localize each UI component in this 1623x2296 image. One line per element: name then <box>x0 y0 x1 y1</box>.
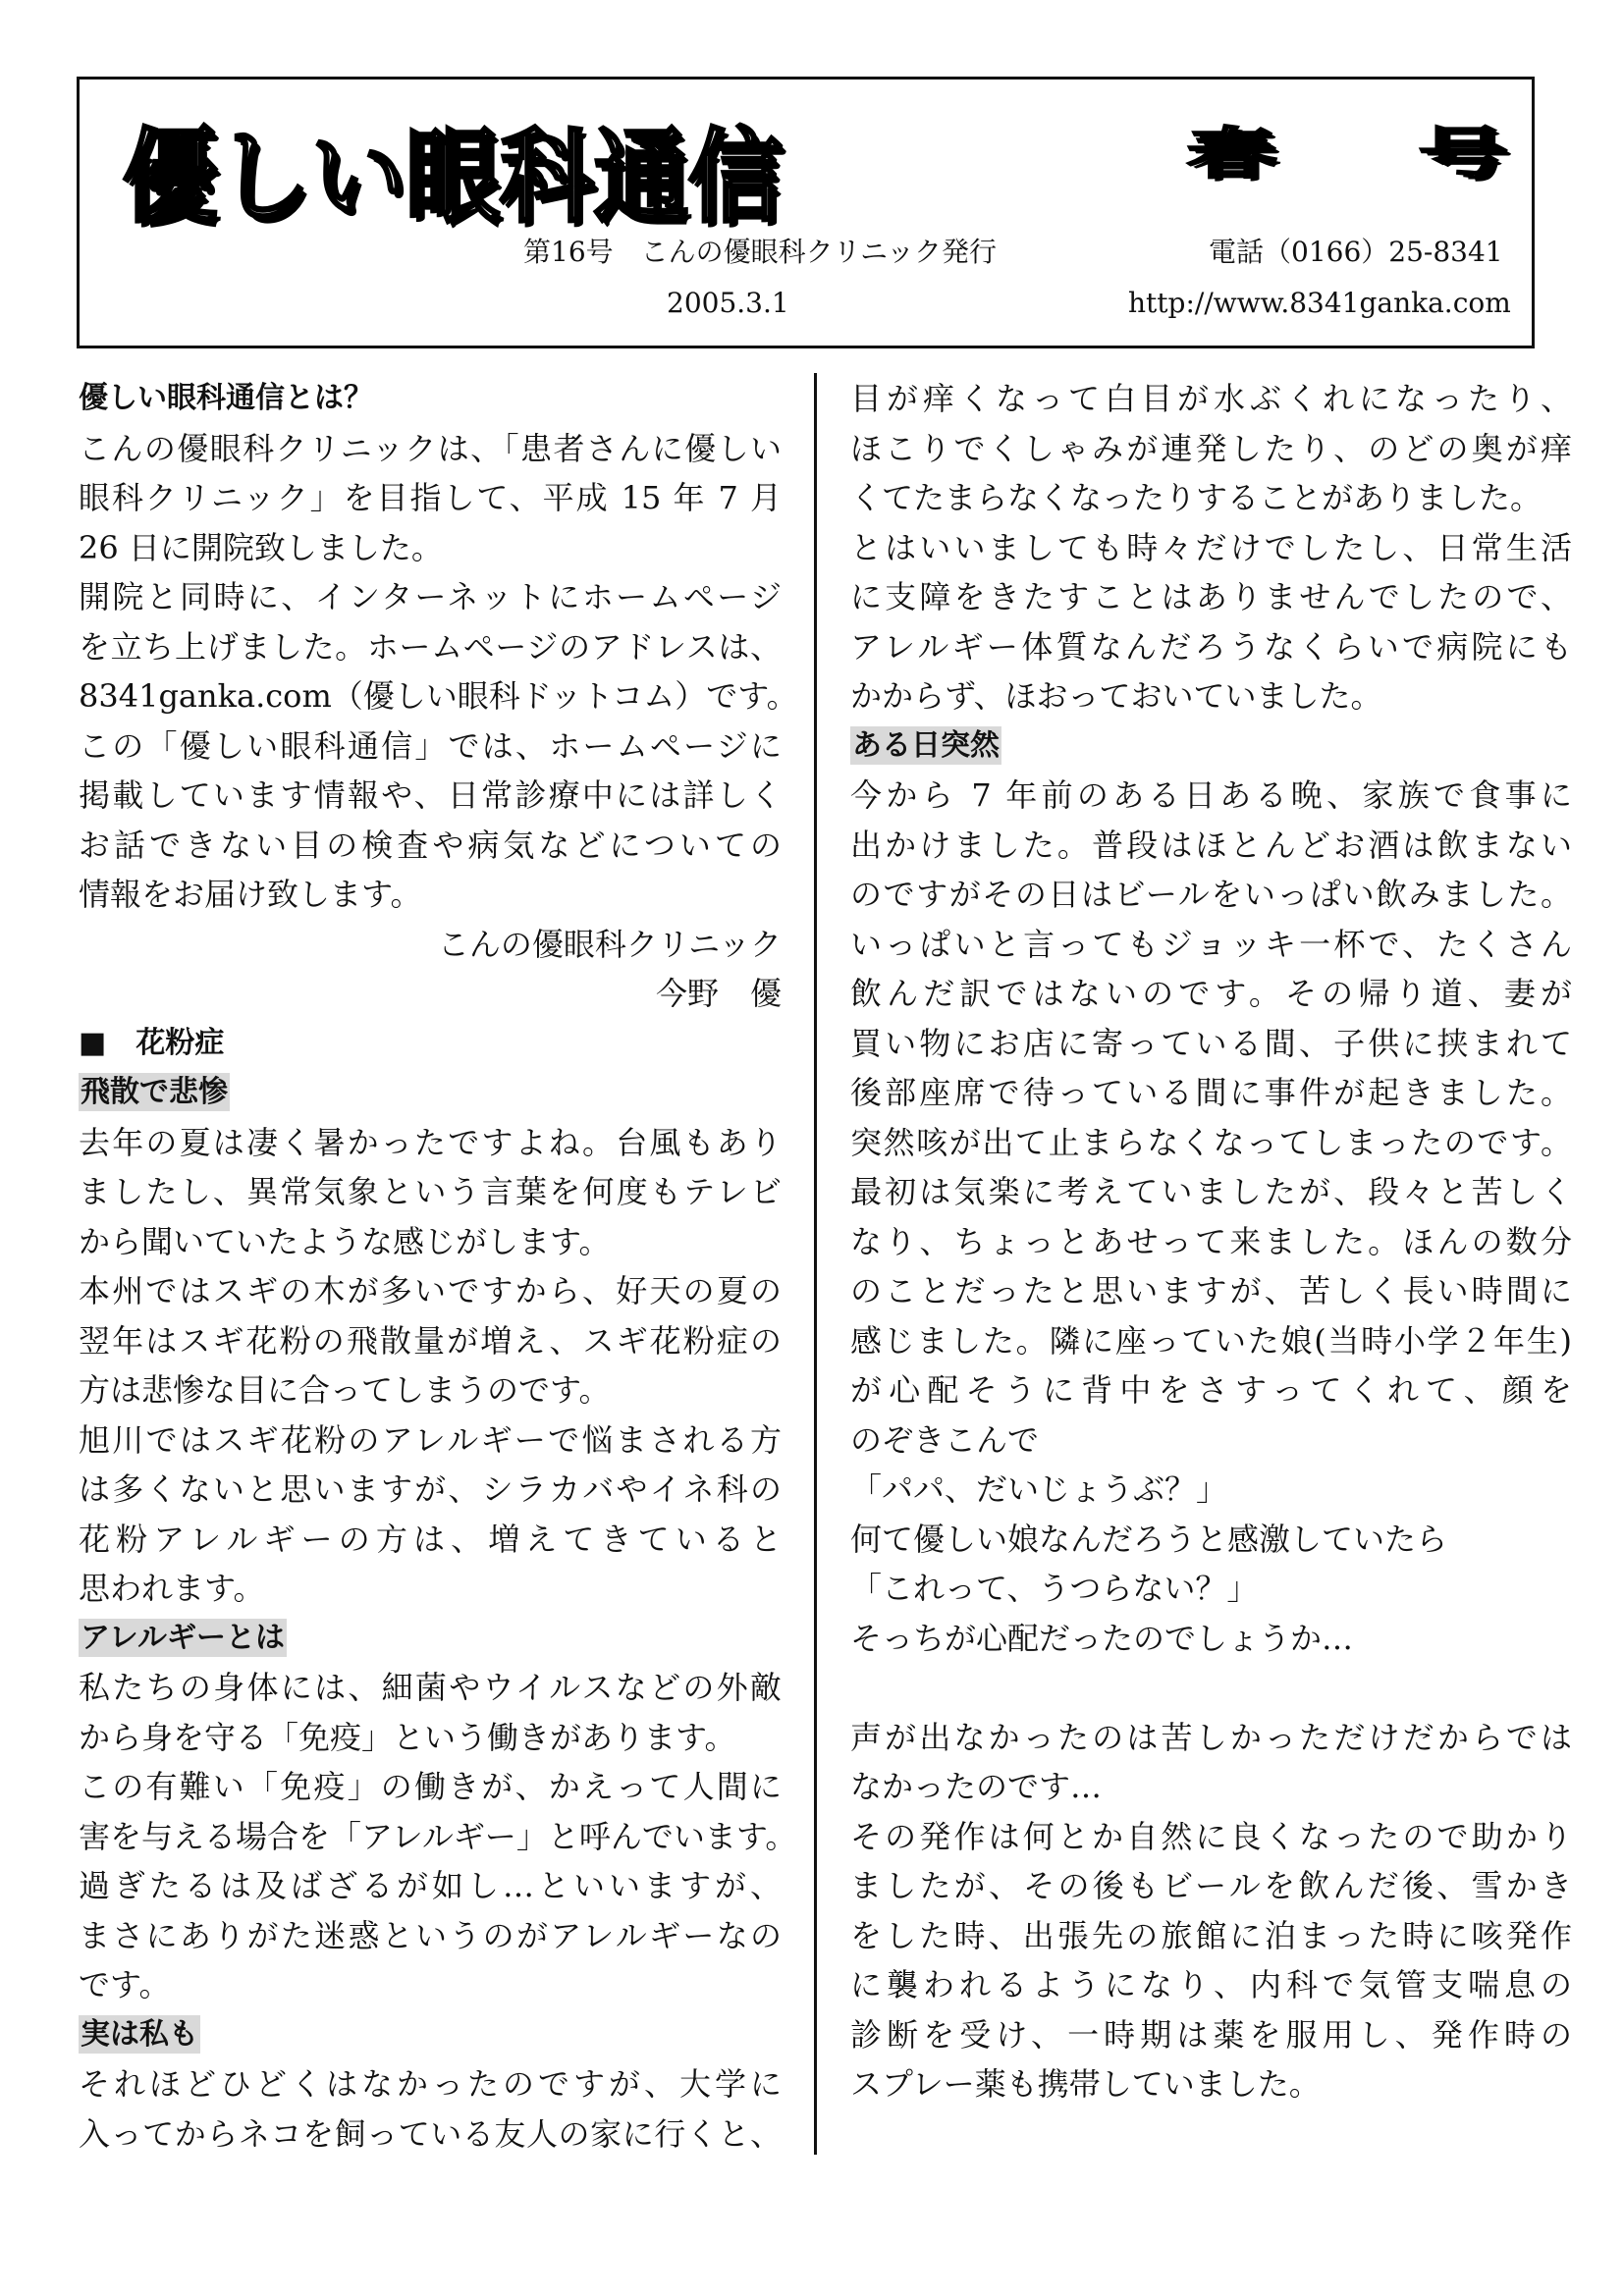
paragraph <box>79 424 782 573</box>
text-line: ましたが、その後もビールを飲んだ後、雪かき <box>850 1867 1572 1904</box>
text-line: 突然咳が出て止まらなくなってしまったのです。 <box>850 1123 1572 1161</box>
text-line: アレルギー体質なんだろうなくらいで病院にも <box>850 627 1572 666</box>
paragraph <box>850 374 1572 523</box>
paragraph <box>79 1415 782 1614</box>
blank <box>850 1663 1572 1713</box>
text-line: 眼科クリニック」を目指して、平成 15 年 7 月 <box>79 479 782 516</box>
text-line: 後部座席で待っている間に事件が起きました。 <box>850 1074 1572 1111</box>
right-column <box>850 374 1572 2109</box>
section-subheading: 飛散で悲惨 <box>81 1075 228 1109</box>
text-line: 今野 優 <box>655 975 782 1012</box>
text-line: のことだったと思いますが、苦しく長い時間に <box>850 1272 1572 1309</box>
text-line: に支障をきたすことはありませんでしたので、 <box>850 578 1572 615</box>
text-line: のですがその日はビールをいっぱい飲みました。 <box>850 876 1572 913</box>
section-subheading: 実は私も <box>81 2016 198 2052</box>
paragraph <box>850 1812 1572 2109</box>
text-line: 今から 7 年前のある日ある晩、家族で食事に <box>850 776 1572 814</box>
signature <box>79 920 782 1019</box>
text-line: をした時、出張先の旅館に泊まった時に咳発作 <box>850 1916 1572 1954</box>
text-line: から身を守る「免疫」という働きがあります。 <box>79 1718 736 1756</box>
text-line: 去年の夏は凄く暑かったですよね。台風もあり <box>79 1123 782 1161</box>
text-line: 「これって、うつらない？」 <box>850 1570 1259 1607</box>
text-line: 方は悲惨な目に合ってしまうのです。 <box>79 1371 611 1409</box>
text-line: 何て優しい娘なんだろうと感激していたら <box>850 1520 1448 1558</box>
text-line: 花粉アレルギーの方は、増えてきていると <box>79 1520 782 1558</box>
season-label-issue: 号 <box>1419 122 1508 187</box>
issue-date: 2005.3.1 <box>667 287 789 319</box>
text-line: 旭川ではスギ花粉のアレルギーで悩まされる方 <box>79 1420 782 1459</box>
paragraph <box>850 1515 1572 1565</box>
heading <box>79 374 782 424</box>
text-line: 翌年はスギ花粉の飛散量が増え、スギ花粉症の <box>79 1321 782 1360</box>
text-line: 掲載しています情報や、日常診療中には詳しく <box>79 776 782 814</box>
text-line: 声が出なかったのは苦しかっただけだからでは <box>850 1718 1572 1756</box>
paragraph <box>79 1861 782 2010</box>
section-subheading: ある日突然 <box>852 727 1000 763</box>
text-line: は多くないと思いますが、シラカバやイネ科の <box>79 1470 782 1508</box>
text-line: 思われます。 <box>79 1570 265 1607</box>
subheading <box>79 1614 782 1664</box>
text-line: この「優しい眼科通信」では、ホームページに <box>79 726 782 765</box>
paragraph <box>850 1465 1572 1515</box>
left-column <box>79 374 798 2159</box>
newsletter-title: 優しい眼科通信 <box>123 117 783 237</box>
masthead <box>77 77 1535 348</box>
paragraph <box>79 1266 782 1415</box>
text-line: 私たちの身体には、細菌やウイルスなどの外敵 <box>79 1669 782 1706</box>
text-line: とはいいましても時々だけでしたし、日常生活 <box>850 528 1572 566</box>
text-line: まさにありがた迷惑というのがアレルギーなの <box>79 1916 782 1954</box>
website-url: http://www.8341ganka.com <box>1128 287 1511 319</box>
paragraph <box>79 2059 782 2159</box>
text-line: なかったのです… <box>850 1768 1103 1805</box>
phone-number: 電話（0166）25-8341 <box>1209 236 1503 268</box>
text-line: 開院と同時に、インターネットにホームページ <box>79 578 782 615</box>
text-line: から聞いていたような感じがします。 <box>79 1222 611 1260</box>
text-line: そっちが心配だったのでしょうか… <box>850 1619 1354 1657</box>
text-line: お話できない目の検査や病気などについての <box>79 826 782 864</box>
text-line: ましたし、異常気象という言葉を何度もテレビ <box>79 1173 782 1210</box>
text-line: こんの優眼科クリニックは、「患者さんに優しい <box>79 429 782 467</box>
text-line: その発作は何とか自然に良くなったので助かり <box>850 1817 1572 1855</box>
text-line: 入ってからネコを飼っている友人の家に行くと、 <box>79 2114 782 2153</box>
text-line: 「パパ、だいじょうぶ？」 <box>850 1470 1228 1508</box>
paragraph <box>79 1118 782 1267</box>
paragraph <box>850 771 1572 1465</box>
text-line: こんの優眼科クリニック <box>437 925 782 963</box>
subheading <box>850 721 1572 772</box>
text-line: くてたまらなくなったりすることがありました。 <box>850 479 1542 516</box>
text-line: のぞきこんで <box>850 1420 1040 1459</box>
paragraph <box>79 572 798 721</box>
text-line: かからず、ほおっておいていました。 <box>850 677 1382 715</box>
text-line: 本州ではスギの木が多いですから、好天の夏の <box>79 1272 782 1309</box>
text-line: 害を与える場合を「アレルギー」と呼んでいます。 <box>79 1817 797 1855</box>
season-label-spring: 春 <box>1187 122 1276 187</box>
text-line: 買い物にお店に寄っている間、子供に挟まれて <box>850 1024 1572 1062</box>
subheading <box>79 2010 782 2060</box>
paragraph <box>850 523 1572 721</box>
text-line: に襲われるようになり、内科で気管支喘息の <box>850 1966 1572 2003</box>
paragraph <box>850 1713 1572 1812</box>
text-line: 情報をお届け致します。 <box>79 876 422 913</box>
section-heading: 優しい眼科通信とは？ <box>79 381 373 415</box>
text-line: それほどひどくはなかったのですが、大学に <box>79 2065 782 2103</box>
subheading <box>79 1068 782 1118</box>
section-heading: ■ 花粉症 <box>79 1025 225 1060</box>
paragraph <box>79 1762 797 1861</box>
text-line: を立ち上げました。ホームページのアドレスは、 <box>79 627 782 666</box>
text-line: なり、ちょっとあせって来ました。ほんの数分 <box>850 1222 1572 1260</box>
paragraph <box>79 721 782 920</box>
text-line: 8341ganka.com（優しい眼科ドットコム）です。 <box>79 677 798 715</box>
issue-publisher: 第16号 こんの優眼科クリニック発行 <box>523 236 997 268</box>
text-line: 過ぎたるは及ばざるが如し…といいますが、 <box>79 1867 782 1904</box>
text-line: 感じました。隣に座っていた娘(当時小学２年生) <box>850 1321 1572 1360</box>
heading <box>79 1019 782 1069</box>
text-line: いっぱいと言ってもジョッキ一杯で、たくさん <box>850 925 1572 963</box>
text-line: ほこりでくしゃみが連発したり、のどの奥が痒 <box>850 429 1572 467</box>
column-divider <box>814 373 817 2155</box>
text-line: 出かけました。普段はほとんどお酒は飲まない <box>850 826 1572 864</box>
text-line: 飲んだ訳ではないのです。その帰り道、妻が <box>850 975 1572 1012</box>
text-line: 目が痒くなって白目が水ぶくれになったり、 <box>850 380 1572 417</box>
text-line: です。 <box>79 1966 171 2003</box>
text-line: 診断を受け、一時期は薬を服用し、発作時の <box>850 2015 1572 2054</box>
paragraph <box>850 1564 1572 1614</box>
text-line: 26 日に開院致しました。 <box>79 528 443 566</box>
text-line: 最初は気楽に考えていましたが、段々と苦しく <box>850 1173 1572 1210</box>
text-line: が心配そうに背中をさすってくれて、顔を <box>850 1371 1572 1409</box>
text-line: この有難い「免疫」の働きが、かえって人間に <box>79 1768 782 1805</box>
paragraph <box>850 1614 1572 1664</box>
section-subheading: アレルギーとは <box>81 1620 286 1655</box>
text-line: スプレー薬も携帯していました。 <box>850 2065 1321 2103</box>
paragraph <box>79 1663 782 1762</box>
